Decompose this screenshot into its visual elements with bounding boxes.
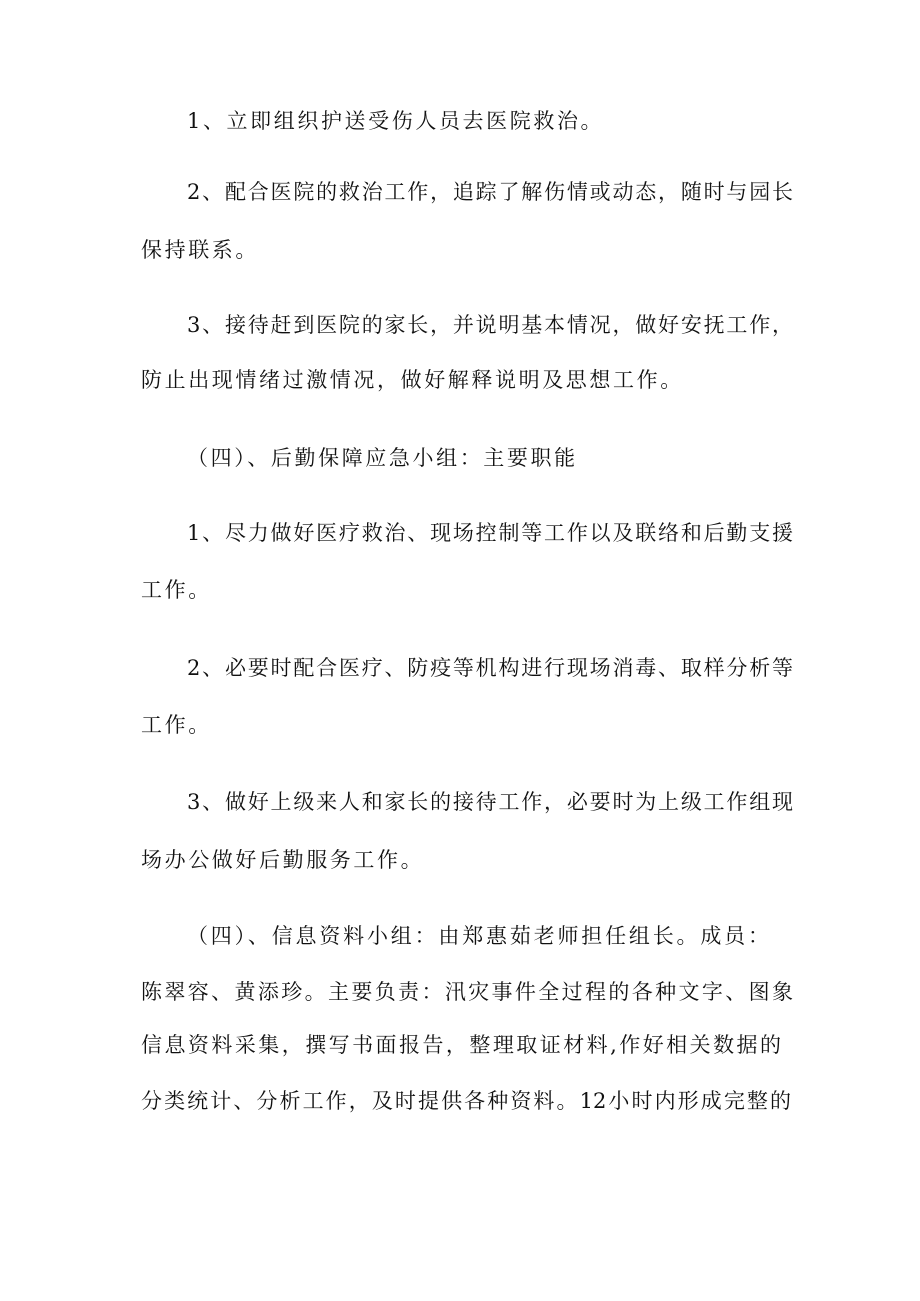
paragraph-line: 2、必要时配合医疗、防疫等机构进行现场消毒、取样分析等	[187, 656, 793, 680]
paragraph-line: 工作。	[141, 578, 212, 602]
section-heading: （四）、后勤保障应急小组：主要职能	[187, 446, 578, 470]
paragraph-line: 1、立即组织护送受伤人员去医院救治。	[187, 109, 605, 133]
paragraph-line: 保持联系。	[141, 238, 259, 262]
paragraph-line: 3、做好上级来人和家长的接待工作，必要时为上级工作组现	[187, 790, 793, 814]
section-heading: （四）、信息资料小组：由郑惠茹老师担任组长。成员：	[187, 924, 769, 948]
paragraph-line: 分类统计、分析工作，及时提供各种资料。12小时内形成完整的	[141, 1089, 791, 1113]
paragraph-line: 信息资料采集，撰写书面报告，整理取证材料,作好相关数据的	[141, 1033, 781, 1057]
paragraph-line: 防止出现情绪过激情况，做好解释说明及思想工作。	[141, 368, 684, 392]
paragraph-line: 2、配合医院的救治工作，追踪了解伤情或动态，随时与园长	[187, 180, 793, 204]
paragraph-line: 陈翠容、黄添珍。主要负责：汛灾事件全过程的各种文字、图象	[141, 980, 793, 1004]
paragraph-line: 1、尽力做好医疗救治、现场控制等工作以及联络和后勤支援	[187, 521, 793, 545]
paragraph-line: 场办公做好后勤服务工作。	[141, 848, 425, 872]
paragraph-line: 3、接待赶到医院的家长，并说明基本情况，做好安抚工作，	[187, 313, 793, 337]
paragraph-line: 工作。	[141, 713, 212, 737]
